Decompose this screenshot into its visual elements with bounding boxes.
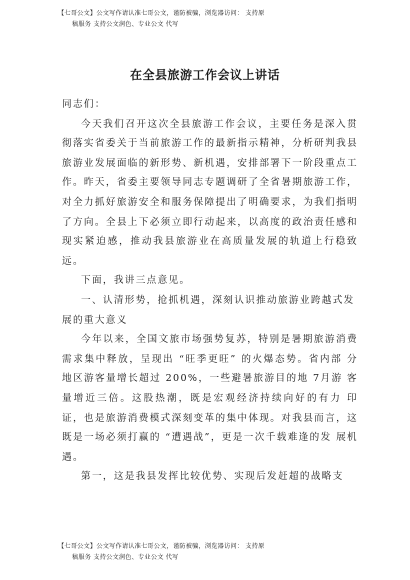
footer-note-line-2: 稿服务 支持公文润色、专业公文 代写 (72, 554, 179, 561)
document-title: 在全县旅游工作会议上讲话 (129, 68, 280, 82)
salutation: 同志们： (62, 99, 106, 110)
paragraph-transition: 下面，我讲三点意见。 (81, 275, 191, 287)
document-body (62, 95, 358, 487)
header-note-line-1: 【七哥公文】公文写作请认准七哥公文，谨防被骗，浏览器访问： 支持原 (58, 10, 265, 17)
paragraph-intro: 今天我们召开这次全县旅游工作会议，主要任务是深入贯彻落实省委关于当前旅游工作的最新指示精神，分析研判我县旅游业发展面临的新形势、新机遇，安排部署下一阶段重点工作。昨天，省委主要领导同志专题调研了全省暑期旅游工作，对全力抓好旅游安全和服务保障提出了明确要求，为我们指明了方向。全县上下必须立即行动起来，以高度的政治责任感和现实紧迫感，推动我县旅游业在高质量发展的轨道上行稳致远。 (62, 118, 358, 267)
paragraph-situation: 今年以来，全国文旅市场强势复苏，特别是暑期旅游消费需求集中释放，呈现出 “旺季更旺” 的火爆态势。省内部 分地区游客量增长超过 200%，一些避暑旅游目的地 7月游 客量增近三倍。这股热潮，既是宏观经济持续向好的有力 印证，也是旅游消费模式深刻变革的集中体现。对我县而言，这 既是一场必须打赢的 “遭遇战”，更是一次千载难逢的发 展机遇。 (62, 334, 358, 463)
footer-note-line-1: 【七哥公文】公文写作请认准七哥公文，谨防被骗，浏览器访问： 支持原 (58, 543, 265, 550)
section-heading-1: 一、认清形势，抢抓机遇，深刻认识推动旅游业跨越式发展的重大意义 (62, 294, 355, 326)
paragraph-first-point: 第一，这是我县发挥比较优势、实现后发赶超的战略支 (81, 471, 344, 483)
header-note-line-2: 稿服务 支持公文润色、专业公文 代写 (72, 21, 179, 28)
header-watermark-note (58, 8, 378, 30)
footer-watermark-note (58, 541, 378, 563)
